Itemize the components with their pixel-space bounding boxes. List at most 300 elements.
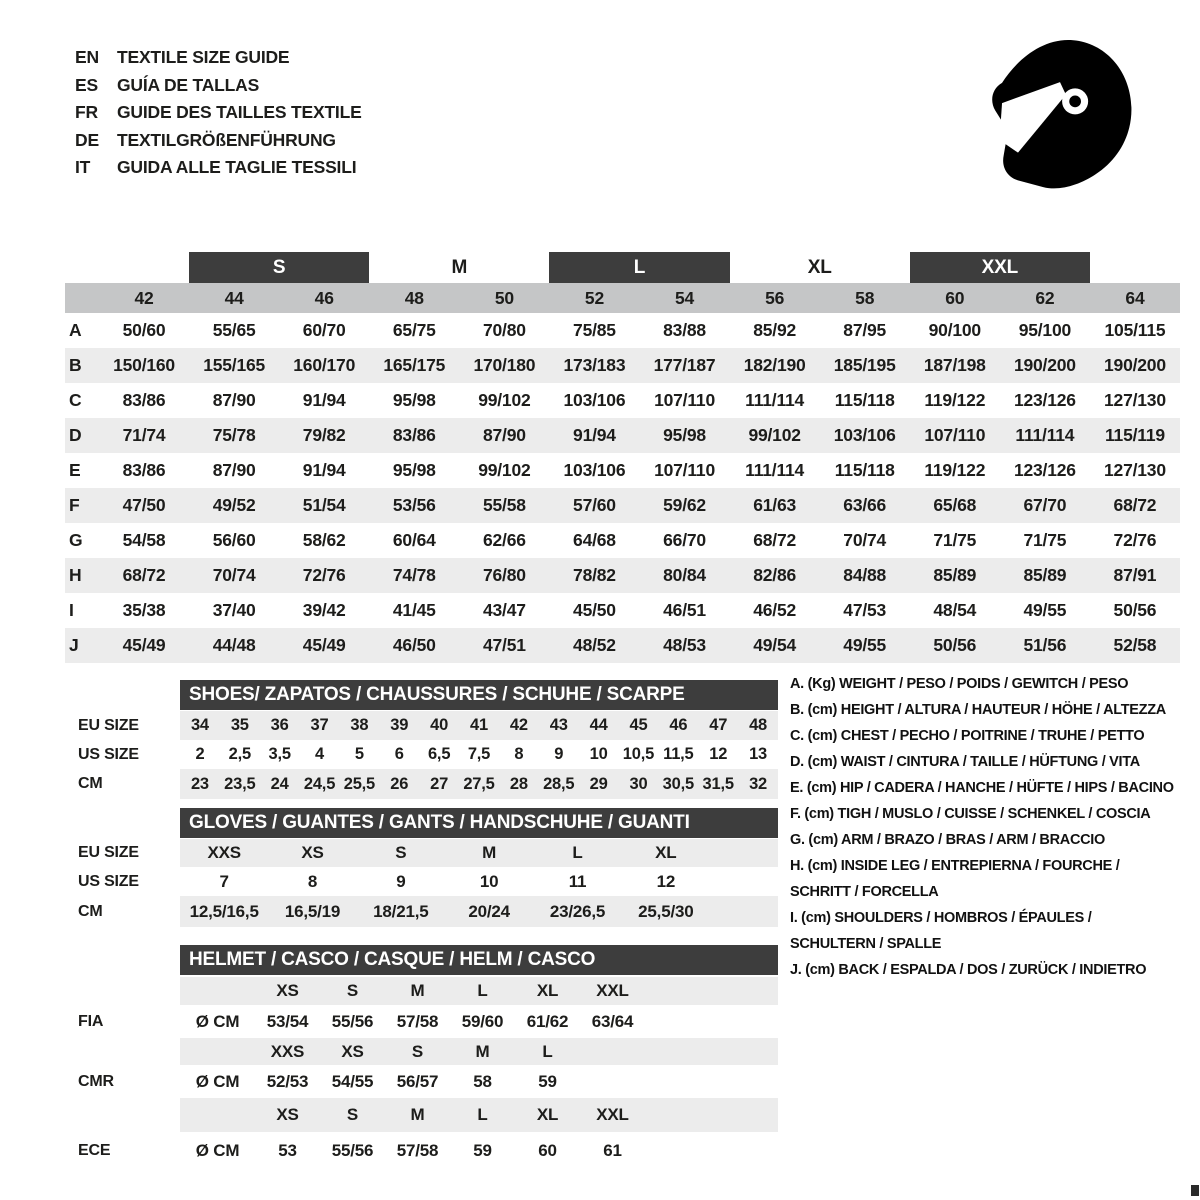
helmet-values-row — [180, 1067, 778, 1096]
helmet-size-cell: XL — [536, 1105, 559, 1124]
measurement-value-cell: 56/60 — [212, 530, 256, 550]
shoes-value-cell: 38 — [350, 716, 369, 734]
shoes-value-cell: 40 — [430, 716, 449, 734]
measurement-row-f — [65, 488, 1180, 523]
helmet-size-cell: XS — [276, 1105, 299, 1124]
row-label: A — [69, 320, 82, 340]
measurement-value-cell: 150/160 — [113, 355, 175, 375]
measurement-value-cell: 95/98 — [392, 460, 436, 480]
measurement-value-cell: 91/94 — [573, 425, 616, 445]
measurement-value-cell: 85/89 — [1023, 565, 1067, 585]
helmet-sizes-row — [180, 1098, 778, 1132]
measurement-value-cell: 45/50 — [573, 600, 616, 620]
shoes-value-cell: 10,5 — [622, 745, 655, 763]
legend-item-line: SCHRITT / FORCELLA — [790, 884, 939, 900]
shoes-value-cell: 11,5 — [663, 745, 694, 763]
helmet-size-cell: M — [410, 1105, 425, 1124]
apparel-measurement-rows — [65, 313, 1180, 663]
numeric-size-row — [65, 283, 1180, 313]
size-band-l: L — [549, 252, 729, 283]
measurement-value-cell: 123/126 — [1013, 460, 1076, 480]
measurement-value-cell: 155/165 — [203, 355, 266, 375]
measurement-value-cell: 58/62 — [302, 530, 346, 550]
language-title: TEXTILE SIZE GUIDE — [117, 47, 290, 68]
helmet-value-cell: 60 — [538, 1141, 557, 1160]
row-label: E — [69, 460, 81, 480]
diameter-label: Ø CM — [195, 1071, 240, 1091]
gloves-value-cell: 23/26,5 — [549, 901, 606, 921]
measurement-value-cell: 182/190 — [743, 355, 806, 375]
gloves-row — [180, 839, 778, 867]
legend-item-line: J. (cm) BACK / ESPALDA / DOS / ZURÜCK / INDIETRO — [790, 962, 1147, 978]
gloves-value-cell: 12 — [656, 871, 676, 891]
measurement-value-cell: 87/90 — [212, 460, 256, 480]
gloves-value-cell: 16,5/19 — [284, 901, 341, 921]
helmet-size-cell: S — [411, 1041, 424, 1061]
measurement-value-cell: 45/49 — [122, 635, 166, 655]
shoes-value-cell: 39 — [390, 716, 409, 734]
language-title-row — [75, 154, 362, 182]
size-band-xxl: XXL — [910, 252, 1090, 283]
measurement-value-cell: 47/50 — [122, 495, 166, 515]
shoes-value-cell: 23,5 — [224, 774, 256, 793]
measurement-value-cell: 99/102 — [478, 390, 531, 410]
size-band-s: S — [189, 252, 369, 283]
shoes-value-cell: 7,5 — [467, 745, 491, 763]
legend-item-line: H. (cm) INSIDE LEG / ENTREPIERNA / FOURCHE / — [790, 858, 1120, 874]
row-label: C — [69, 390, 82, 410]
measurement-value-cell: 173/183 — [563, 355, 626, 375]
shoes-value-cell: 25,5 — [343, 774, 376, 793]
helmet-size-cell: XS — [341, 1041, 364, 1061]
shoes-row-label: CM — [78, 775, 103, 792]
measurement-value-cell: 187/198 — [923, 355, 986, 375]
measurement-value-cell: 87/90 — [212, 390, 256, 410]
row-label: G — [69, 530, 83, 550]
gloves-value-cell: 9 — [396, 871, 406, 891]
measurement-value-cell: 47/51 — [482, 635, 526, 655]
measurement-legend — [790, 671, 1200, 983]
helmet-size-cell: XXL — [596, 981, 629, 1000]
shoes-value-cell: 5 — [354, 745, 364, 763]
helmet-value-cell: 53 — [278, 1141, 297, 1160]
language-title: GUIDA ALLE TAGLIE TESSILI — [117, 157, 357, 178]
gloves-row — [180, 896, 778, 927]
helmet-size-cell: S — [346, 981, 359, 1000]
gloves-value-cell: 18/21,5 — [373, 901, 429, 921]
gloves-section-header — [180, 808, 778, 838]
measurement-value-cell: 91/94 — [302, 460, 346, 480]
measurement-value-cell: 80/84 — [663, 565, 706, 585]
legend-item-line: SCHULTERN / SPALLE — [790, 936, 942, 952]
measurement-row-d — [65, 418, 1180, 453]
measurement-value-cell: 41/45 — [392, 600, 436, 620]
shoes-value-cell: 29 — [589, 774, 608, 793]
helmet-size-cell: L — [477, 1105, 488, 1124]
shoes-value-cell: 35 — [230, 716, 249, 734]
size-number-cell: 64 — [1125, 287, 1145, 308]
image-edge-artifact — [1191, 1185, 1199, 1196]
measurement-value-cell: 74/78 — [392, 565, 436, 585]
shoes-value-cell: 8 — [514, 745, 524, 763]
measurement-value-cell: 119/122 — [924, 390, 986, 410]
measurement-value-cell: 62/66 — [482, 530, 526, 550]
measurement-value-cell: 67/70 — [1023, 495, 1067, 515]
shoes-section-title: SHOES/ ZAPATOS / CHAUSSURES / SCHUHE / SCARPE — [189, 684, 685, 705]
measurement-value-cell: 95/100 — [1018, 320, 1072, 340]
shoes-value-cell: 2 — [195, 745, 205, 763]
row-label: H — [69, 565, 82, 585]
shoes-value-cell: 48 — [749, 716, 768, 734]
measurement-value-cell: 70/74 — [843, 530, 887, 550]
helmet-size-cell: L — [477, 981, 488, 1000]
measurement-value-cell: 55/65 — [212, 320, 256, 340]
helmet-section-header — [180, 945, 778, 975]
size-number-cell: 52 — [584, 287, 604, 308]
measurement-value-cell: 61/63 — [753, 495, 797, 515]
measurement-row-b — [65, 348, 1180, 383]
measurement-value-cell: 52/58 — [1113, 635, 1157, 655]
measurement-value-cell: 83/88 — [663, 320, 706, 340]
measurement-value-cell: 55/58 — [482, 495, 526, 515]
row-label: B — [69, 355, 82, 375]
shoes-value-cell: 24,5 — [303, 774, 336, 793]
measurement-value-cell: 115/118 — [834, 390, 895, 410]
measurement-value-cell: 95/98 — [663, 425, 706, 445]
apparel-size-table — [65, 252, 1180, 663]
shoes-value-cell: 30 — [629, 774, 648, 793]
measurement-value-cell: 82/86 — [753, 565, 797, 585]
gloves-row — [180, 867, 778, 896]
measurement-row-j — [65, 628, 1180, 663]
measurement-value-cell: 115/118 — [834, 460, 895, 480]
gloves-value-cell: 11 — [568, 871, 587, 891]
helmet-standard-label: CMR — [78, 1072, 114, 1090]
measurement-value-cell: 71/74 — [122, 425, 166, 445]
helmet-value-cell: 55/56 — [331, 1011, 374, 1031]
helmet-value-cell: 57/58 — [396, 1141, 439, 1160]
helmet-value-cell: 59 — [473, 1141, 492, 1160]
helmet-value-cell: 56/57 — [396, 1071, 439, 1091]
shoes-value-cell: 31,5 — [702, 774, 734, 793]
gloves-value-cell: 8 — [307, 871, 318, 891]
measurement-value-cell: 84/88 — [843, 565, 887, 585]
gloves-value-cell: XXS — [207, 843, 241, 862]
shoes-row — [180, 769, 778, 799]
measurement-value-cell: 72/76 — [302, 565, 346, 585]
size-number-cell: 58 — [855, 287, 875, 308]
measurement-value-cell: 190/200 — [1013, 355, 1076, 375]
shoes-value-cell: 2,5 — [228, 745, 251, 763]
gloves-value-cell: 25,5/30 — [638, 901, 694, 921]
measurement-value-cell: 123/126 — [1013, 390, 1076, 410]
measurement-value-cell: 83/86 — [122, 390, 166, 410]
measurement-value-cell: 50/56 — [1113, 600, 1157, 620]
measurement-value-cell: 45/49 — [302, 635, 346, 655]
measurement-value-cell: 111/114 — [745, 390, 805, 410]
helmet-values-row — [180, 1007, 778, 1036]
measurement-row-i — [65, 593, 1180, 628]
measurement-value-cell: 85/92 — [753, 320, 797, 340]
helmet-size-cell: M — [410, 981, 425, 1000]
shoes-value-cell: 3,5 — [268, 745, 291, 763]
measurement-value-cell: 76/80 — [482, 565, 526, 585]
helmet-size-cell: M — [475, 1041, 490, 1061]
measurement-value-cell: 66/70 — [663, 530, 706, 550]
gloves-value-cell: 10 — [479, 871, 499, 891]
measurement-row-e — [65, 453, 1180, 488]
language-title: TEXTILGRÖßENFÜHRUNG — [117, 129, 336, 150]
measurement-value-cell: 37/40 — [212, 600, 256, 620]
shoes-value-cell: 44 — [589, 716, 608, 734]
measurement-value-cell: 49/55 — [1023, 600, 1067, 620]
legend-item-line: F. (cm) TIGH / MUSLO / CUISSE / SCHENKEL / COSCIA — [790, 806, 1151, 822]
measurement-value-cell: 95/98 — [392, 390, 436, 410]
measurement-value-cell: 48/52 — [573, 635, 616, 655]
measurement-value-cell: 105/115 — [1104, 320, 1166, 340]
measurement-value-cell: 54/58 — [122, 530, 166, 550]
helmet-size-cell: XL — [536, 981, 559, 1000]
row-label: J — [69, 635, 79, 655]
size-number-cell: 44 — [224, 287, 244, 308]
row-label: D — [69, 425, 82, 445]
measurement-value-cell: 75/85 — [573, 320, 616, 340]
measurement-value-cell: 103/106 — [833, 425, 896, 445]
legend-item-line: G. (cm) ARM / BRAZO / BRAS / ARM / BRACCIO — [790, 832, 1105, 848]
helmet-sizes-row — [180, 1038, 778, 1065]
measurement-value-cell: 51/54 — [302, 495, 346, 515]
measurement-value-cell: 170/180 — [473, 355, 536, 375]
language-title-row — [75, 72, 362, 100]
measurement-value-cell: 99/102 — [478, 460, 531, 480]
measurement-value-cell: 50/56 — [933, 635, 977, 655]
shoes-row — [180, 740, 778, 769]
measurement-value-cell: 46/50 — [392, 635, 436, 655]
helmet-value-cell: 54/55 — [331, 1071, 374, 1091]
shoes-value-cell: 34 — [190, 716, 209, 734]
helmet-value-cell: 55/56 — [331, 1141, 374, 1160]
measurement-value-cell: 78/82 — [573, 565, 616, 585]
measurement-value-cell: 83/86 — [122, 460, 166, 480]
measurement-value-cell: 103/106 — [563, 390, 626, 410]
size-number-cell: 42 — [134, 287, 154, 308]
shoes-value-cell: 47 — [709, 716, 728, 734]
measurement-value-cell: 185/195 — [833, 355, 896, 375]
helmet-standard-label: FIA — [78, 1012, 104, 1030]
language-code: EN — [75, 47, 99, 68]
measurement-value-cell: 65/75 — [392, 320, 436, 340]
size-number-cell: 54 — [675, 287, 695, 308]
size-number-cell: 50 — [494, 287, 514, 308]
gloves-value-cell: 20/24 — [468, 901, 510, 921]
measurement-value-cell: 99/102 — [748, 425, 801, 445]
measurement-row-c — [65, 383, 1180, 418]
measurement-value-cell: 50/60 — [122, 320, 166, 340]
helmet-size-cell: XXS — [270, 1041, 305, 1061]
measurement-value-cell: 79/82 — [302, 425, 346, 445]
shoes-value-cell: 12 — [709, 745, 728, 763]
measurement-value-cell: 87/91 — [1113, 565, 1157, 585]
language-title-row — [75, 99, 362, 127]
diameter-label: Ø CM — [195, 1011, 240, 1031]
language-titles — [75, 44, 362, 182]
measurement-value-cell: 65/68 — [933, 495, 977, 515]
legend-item-line: D. (cm) WAIST / CINTURA / TAILLE / HÜFTUNG / VITA — [790, 754, 1140, 770]
size-number-cell: 56 — [765, 287, 785, 308]
shoes-value-cell: 41 — [470, 716, 488, 734]
shoes-row-label: US SIZE — [78, 745, 139, 763]
measurement-value-cell: 107/110 — [654, 460, 715, 480]
measurement-value-cell: 68/72 — [753, 530, 797, 550]
helmet-values-row — [180, 1136, 778, 1166]
measurement-value-cell: 48/54 — [933, 600, 977, 620]
size-number-cell: 46 — [314, 287, 334, 308]
measurement-value-cell: 127/130 — [1104, 390, 1166, 410]
measurement-value-cell: 160/170 — [293, 355, 356, 375]
measurement-value-cell: 46/51 — [663, 600, 706, 620]
gloves-value-cell: XL — [655, 843, 677, 862]
shoes-value-cell: 45 — [629, 716, 648, 734]
helmet-sizes-row — [180, 977, 778, 1005]
measurement-value-cell: 68/72 — [1113, 495, 1157, 515]
shoes-value-cell: 30,5 — [662, 774, 694, 793]
measurement-value-cell: 127/130 — [1104, 460, 1166, 480]
shoes-value-cell: 27 — [430, 774, 449, 793]
helmet-size-cell: XXL — [596, 1105, 629, 1124]
measurement-value-cell: 71/75 — [1023, 530, 1067, 550]
helmet-standard-label: ECE — [78, 1142, 111, 1159]
shoes-value-cell: 37 — [310, 716, 329, 734]
size-band-m: M — [451, 256, 468, 278]
shoes-value-cell: 46 — [669, 716, 688, 734]
helmet-value-cell: 53/54 — [266, 1011, 309, 1031]
size-number-cell: 62 — [1035, 287, 1055, 308]
helmet-value-cell: 63/64 — [591, 1011, 634, 1031]
helmet-value-cell: 59 — [538, 1071, 557, 1091]
helmet-section-title: HELMET / CASCO / CASQUE / HELM / CASCO — [189, 949, 596, 970]
helmet-value-cell: 57/58 — [396, 1011, 439, 1031]
measurement-value-cell: 91/94 — [302, 390, 346, 410]
measurement-value-cell: 49/52 — [212, 495, 256, 515]
helmet-value-cell: 58 — [473, 1071, 492, 1091]
shoes-section-header — [180, 680, 778, 710]
row-label: F — [69, 495, 80, 515]
language-title-row — [75, 44, 362, 72]
gloves-row-label: CM — [78, 902, 103, 920]
shoes-row-label: EU SIZE — [78, 716, 139, 734]
measurement-value-cell: 115/119 — [1104, 425, 1165, 445]
shoes-value-cell: 27,5 — [463, 774, 495, 793]
measurement-value-cell: 60/64 — [392, 530, 436, 550]
measurement-row-a — [65, 313, 1180, 348]
gloves-value-cell: L — [572, 843, 583, 862]
shoes-value-cell: 13 — [749, 745, 768, 763]
measurement-value-cell: 63/66 — [843, 495, 887, 515]
measurement-value-cell: 85/89 — [933, 565, 977, 585]
measurement-value-cell: 90/100 — [928, 320, 981, 340]
row-label: I — [69, 600, 74, 620]
measurement-value-cell: 87/95 — [843, 320, 887, 340]
shoes-value-cell: 6,5 — [427, 745, 451, 763]
measurement-value-cell: 46/52 — [753, 600, 797, 620]
measurement-value-cell: 49/55 — [843, 635, 887, 655]
measurement-value-cell: 165/175 — [383, 355, 446, 375]
measurement-value-cell: 75/78 — [212, 425, 256, 445]
shoes-value-cell: 23 — [190, 774, 209, 793]
measurement-value-cell: 48/53 — [663, 635, 706, 655]
language-title-row — [75, 127, 362, 155]
measurement-value-cell: 68/72 — [122, 565, 166, 585]
shoes-value-cell: 6 — [394, 745, 404, 763]
measurement-value-cell: 177/187 — [653, 355, 716, 375]
measurement-value-cell: 49/54 — [753, 635, 797, 655]
shoes-value-cell: 42 — [509, 716, 528, 734]
shoes-value-cell: 32 — [749, 774, 768, 793]
legend-item-line: E. (cm) HIP / CADERA / HANCHE / HÜFTE / HIPS / BACINO — [790, 780, 1174, 796]
measurement-value-cell: 43/47 — [482, 600, 526, 620]
language-code: IT — [75, 157, 91, 178]
size-number-cell: 60 — [945, 287, 965, 308]
shoes-value-cell: 43 — [549, 716, 568, 734]
legend-item-line: A. (Kg) WEIGHT / PESO / POIDS / GEWITCH / PESO — [790, 676, 1129, 692]
helmet-value-cell: 61 — [603, 1141, 622, 1160]
measurement-value-cell: 70/74 — [212, 565, 256, 585]
measurement-row-h — [65, 558, 1180, 593]
shoes-value-cell: 36 — [270, 716, 289, 734]
gloves-value-cell: 12,5/16,5 — [189, 901, 259, 921]
measurement-value-cell: 119/122 — [924, 460, 986, 480]
racing-helmet-icon — [976, 30, 1144, 198]
measurement-value-cell: 35/38 — [122, 600, 166, 620]
gloves-value-cell: 7 — [219, 871, 229, 891]
measurement-value-cell: 103/106 — [563, 460, 626, 480]
measurement-value-cell: 44/48 — [212, 635, 256, 655]
measurement-value-cell: 59/62 — [663, 495, 706, 515]
size-band-xl: XL — [807, 256, 832, 278]
gloves-row-label: EU SIZE — [78, 844, 139, 861]
helmet-size-cell: L — [542, 1041, 553, 1061]
shoes-value-cell: 28,5 — [543, 774, 575, 793]
measurement-value-cell: 47/53 — [843, 600, 887, 620]
measurement-value-cell: 53/56 — [392, 495, 436, 515]
measurement-value-cell: 111/114 — [745, 460, 805, 480]
measurement-value-cell: 111/114 — [1015, 425, 1075, 445]
size-number-cell: 48 — [404, 287, 424, 308]
measurement-value-cell: 107/110 — [924, 425, 986, 445]
shoes-value-cell: 9 — [554, 745, 564, 763]
shoes-row — [180, 711, 778, 740]
measurement-row-g — [65, 523, 1180, 558]
racing-helmet-graphic — [976, 30, 1144, 198]
helmet-size-cell: S — [346, 1105, 359, 1124]
diameter-label: Ø CM — [195, 1141, 240, 1160]
measurement-value-cell: 60/70 — [302, 320, 346, 340]
shoes-value-cell: 26 — [390, 774, 409, 793]
measurement-value-cell: 72/76 — [1113, 530, 1157, 550]
legend-item-line: C. (cm) CHEST / PECHO / POITRINE / TRUHE / PETTO — [790, 728, 1145, 744]
measurement-value-cell: 39/42 — [302, 600, 346, 620]
legend-item-line: I. (cm) SHOULDERS / HOMBROS / ÉPAULES / — [790, 910, 1092, 926]
size-band-row — [65, 252, 1180, 283]
measurement-value-cell: 107/110 — [654, 390, 715, 410]
helmet-value-cell: 61/62 — [526, 1011, 569, 1031]
measurement-value-cell: 83/86 — [392, 425, 436, 445]
shoes-value-cell: 10 — [589, 745, 608, 763]
gloves-value-cell: M — [482, 843, 497, 862]
measurement-value-cell: 51/56 — [1023, 635, 1067, 655]
visor-pivot-dot — [1069, 96, 1081, 108]
helmet-size-cell: XS — [276, 981, 299, 1000]
